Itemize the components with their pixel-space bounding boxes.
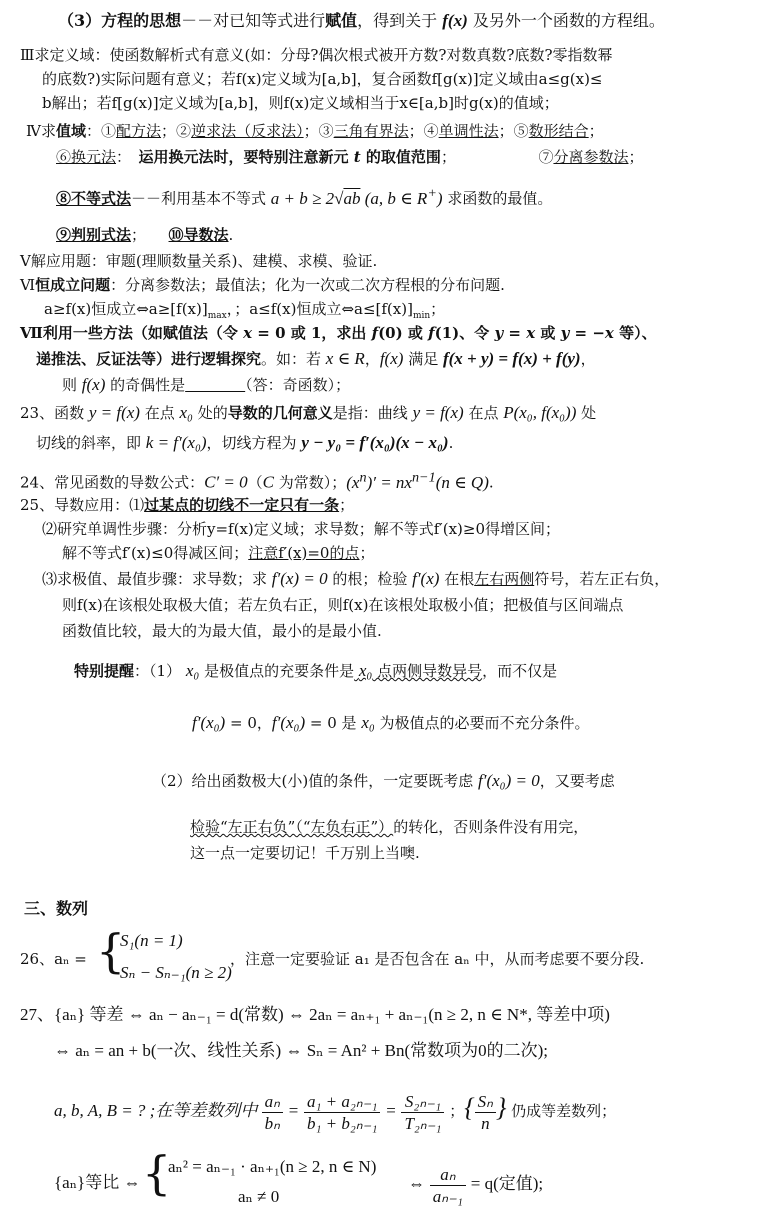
geometric-result: = q(定值); (470, 1174, 544, 1193)
special-reminder-3: （2）给出函数极大(小)值的条件，一定要既考虑 f′(x₀) = 0，又要考虑 (152, 771, 615, 790)
special-reminder-4: 检验“左正右负”（“左负右正”）的转化，否则条件没有用完， (190, 818, 589, 836)
geometric-rhs: ⇔ $\frac{\text{aₙ}}{\text{aₙ₋₁}}$ = q(定值); (408, 1164, 544, 1206)
item-23-line1: 23、函数 y = f(x) 在点 x₀ 处的导数的几何意义是指：曲线 y = f(x) 在点 P(x₀, f(x₀)) 处 (20, 403, 597, 422)
ratio-frac-4: $\frac{\text{Sₙ}}{n}$ (475, 1091, 496, 1134)
constant-holds-problem: Ⅵ恒成立问题：分离参数法；最值法；化为一次或二次方程根的分布问题. (20, 276, 505, 294)
item-24: 24、常见函数的导数公式：C′ = 0（C 为常数）；$(x^n)' = nx^{n-1}(n$ ∈ Q). (20, 469, 494, 492)
item-25-title: 25、导数应用：⑴过某点的切线不一定只有一条； (20, 496, 355, 514)
special-reminder-1: 特别提醒：（1） x₀ 是极值点的充要条件是 x₀ 点两侧导数异号，而不仅是 (74, 661, 558, 680)
range-methods-inequality: ⑧不等式法－－利用基本不等式 a + b ≥ 2√ab (a, b ∈ R+) 求函数的最值。 (56, 185, 553, 208)
ratio-suffix: 仍成等差数列； (511, 1102, 617, 1120)
item-25-monotonic-2: 解不等式f′(x)≤0得减区间；注意f′(x)=0的点； (62, 544, 375, 562)
constant-holds-rule: a≥f(x)恒成立$\Leftrightarrow a\ge[f(x)]_{max}$，；a≤f(x)恒成立$\Leftrightarrow a\le[f(x)]_{min}$； (44, 300, 446, 321)
item-25-extrema-3: 函数值比较，最大的为最大值，最小的是最小值. (62, 622, 382, 640)
item-27-line1: 27、{aₙ} 等差 ⇔ aₙ − aₙ₋₁ = d(常数) ⇔ 2aₙ = aₙ₊₁ + aₙ₋₁(n ≥ 2, n ∈ N*, 等差中项) (20, 1005, 610, 1024)
item-25-extrema-2: 则f(x)在该根处取极大值；若左负右正，则f(x)在该根处取极小值；把极值与区间端点 (62, 596, 624, 614)
item-27-line2: ⇔ aₙ = an + b(一次、线性关系) ⇔ Sₙ = An² + Bn(常数项为0的二次); (54, 1041, 548, 1060)
ratio-frac-1: $\frac{\text{aₙ}}{\text{bₙ}}$ (262, 1091, 283, 1134)
item-25-extrema-1: ⑶求极值、最值步骤：求导数；求 f′(x) = 0 的根；检验 f′(x) 在根左右两侧符号，若左正右负， (42, 569, 670, 588)
range-methods-line4: ⑨判别式法； ⑩导数法. (56, 226, 234, 244)
item-26-lhs: 26、aₙ = (20, 950, 87, 968)
special-reminder-5: 这一点一定要切记！千万别上当噢. (190, 844, 420, 862)
logic-methods-line1: Ⅶ利用一些方法（如赋值法（令 x = 0 或 1，求出 f(0) 或 f(1)、令 y = x 或 y = −x 等）、 (20, 324, 657, 342)
item-23-line2: 切线的斜率，即 k = f′(x₀)，切线方程为 y − y₀ = f′(x₀)(x − x₀). (36, 433, 454, 452)
method-equation-idea: （3）方程的思想－－对已知等式进行赋值，得到关于 f(x) 及另外一个函数的方程组。 (58, 11, 665, 30)
item-25-monotonic-1: ⑵研究单调性步骤：分析y=f(x)定义域；求导数；解不等式f′(x)≥0得增区间； (42, 520, 560, 538)
ratio-frac-2: $\frac{\text{a₁ + a₂ₙ₋₁}}{\text{b₁ + b₂ₙ₋₁}}$ (304, 1091, 380, 1134)
geometric-brace: { (142, 1146, 172, 1200)
geometric-case2: aₙ ≠ 0 (238, 1187, 280, 1206)
ratio-frac-3: $\frac{\text{S₂ₙ₋₁}}{\text{T₂ₙ₋₁}}$ (401, 1091, 444, 1134)
geometric-case1: aₙ² = aₙ₋₁ · aₙ₊₁(n ≥ 2, n ∈ N) (168, 1157, 377, 1176)
geometric-lhs: {aₙ}等比 ⇔ (54, 1173, 141, 1192)
domain-section-line2: 的底数?)实际问题有意义；若f(x)定义域为[a,b]，复合函数f[g(x)]定义域由a≤g(x)≤ (42, 70, 603, 88)
range-methods-line1: Ⅳ求值域：①配方法；②逆求法（反求法）；③三角有界法；④单调性法；⑤数形结合； (26, 122, 604, 140)
item-26-case1: S₁(n = 1) (120, 931, 183, 950)
item-26-brace: { (96, 924, 126, 978)
geometric-frac: $\frac{\text{aₙ}}{\text{aₙ₋₁}}$ (430, 1164, 466, 1207)
range-methods-line2: ⑥换元法： 运用换元法时，要特别注意新元 t 的取值范围； ⑦分离参数法； (56, 148, 644, 166)
logic-methods-line2: 递推法、反证法等）进行逻辑探究。如：若 x ∈ R，f(x) 满足 f(x + y) = f(x) + f(y)， (36, 349, 596, 368)
logic-methods-line3: 则 f(x) 的奇偶性是 （答：奇函数）； (62, 375, 351, 394)
item-26-case2: Sₙ − Sₙ₋₁(n ≥ 2) (120, 963, 232, 982)
ratio-prefix: a, b, A, B = ? ;在等差数列中 (54, 1101, 262, 1120)
special-reminder-2: f′(x₀) = 0，f′(x₀) = 0 是 x₀ 为极值点的必要而不充分条件。 (192, 713, 590, 732)
domain-section-line3: b解出；若f[g(x)]定义域为[a,b]，则f(x)定义域相当于x∈[a,b]时g(x)的值域； (42, 94, 559, 112)
domain-section-line1: Ⅲ求定义域：使函数解析式有意义(如：分母?偶次根式被开方数?对数真数?底数?零指数幂 (20, 46, 613, 64)
section-title-sequences: 三、数列 (24, 899, 89, 918)
item-26-note: ，注意一定要验证 a₁ 是否包含在 aₙ 中，从而考虑要不要分段. (230, 950, 645, 968)
item-27-ratio: a, b, A, B = ? ;在等差数列中 $\frac{\text{aₙ}}{\text{bₙ}}$ = $\frac{\text{a₁ + a₂ₙ₋₁}}{\text{b₁ + b₂ₙ₋₁}}$ = $\frac{\text{S₂ₙ₋₁}}{\text{T₂ₙ₋₁}}$ ；{ $\frac{\text{Sₙ}}{n}$ } 仍成等差数列； (54, 1091, 617, 1133)
applied-problems: Ⅴ解应用题：审题(理顺数量关系)、建模、求模、验证. (20, 252, 378, 270)
